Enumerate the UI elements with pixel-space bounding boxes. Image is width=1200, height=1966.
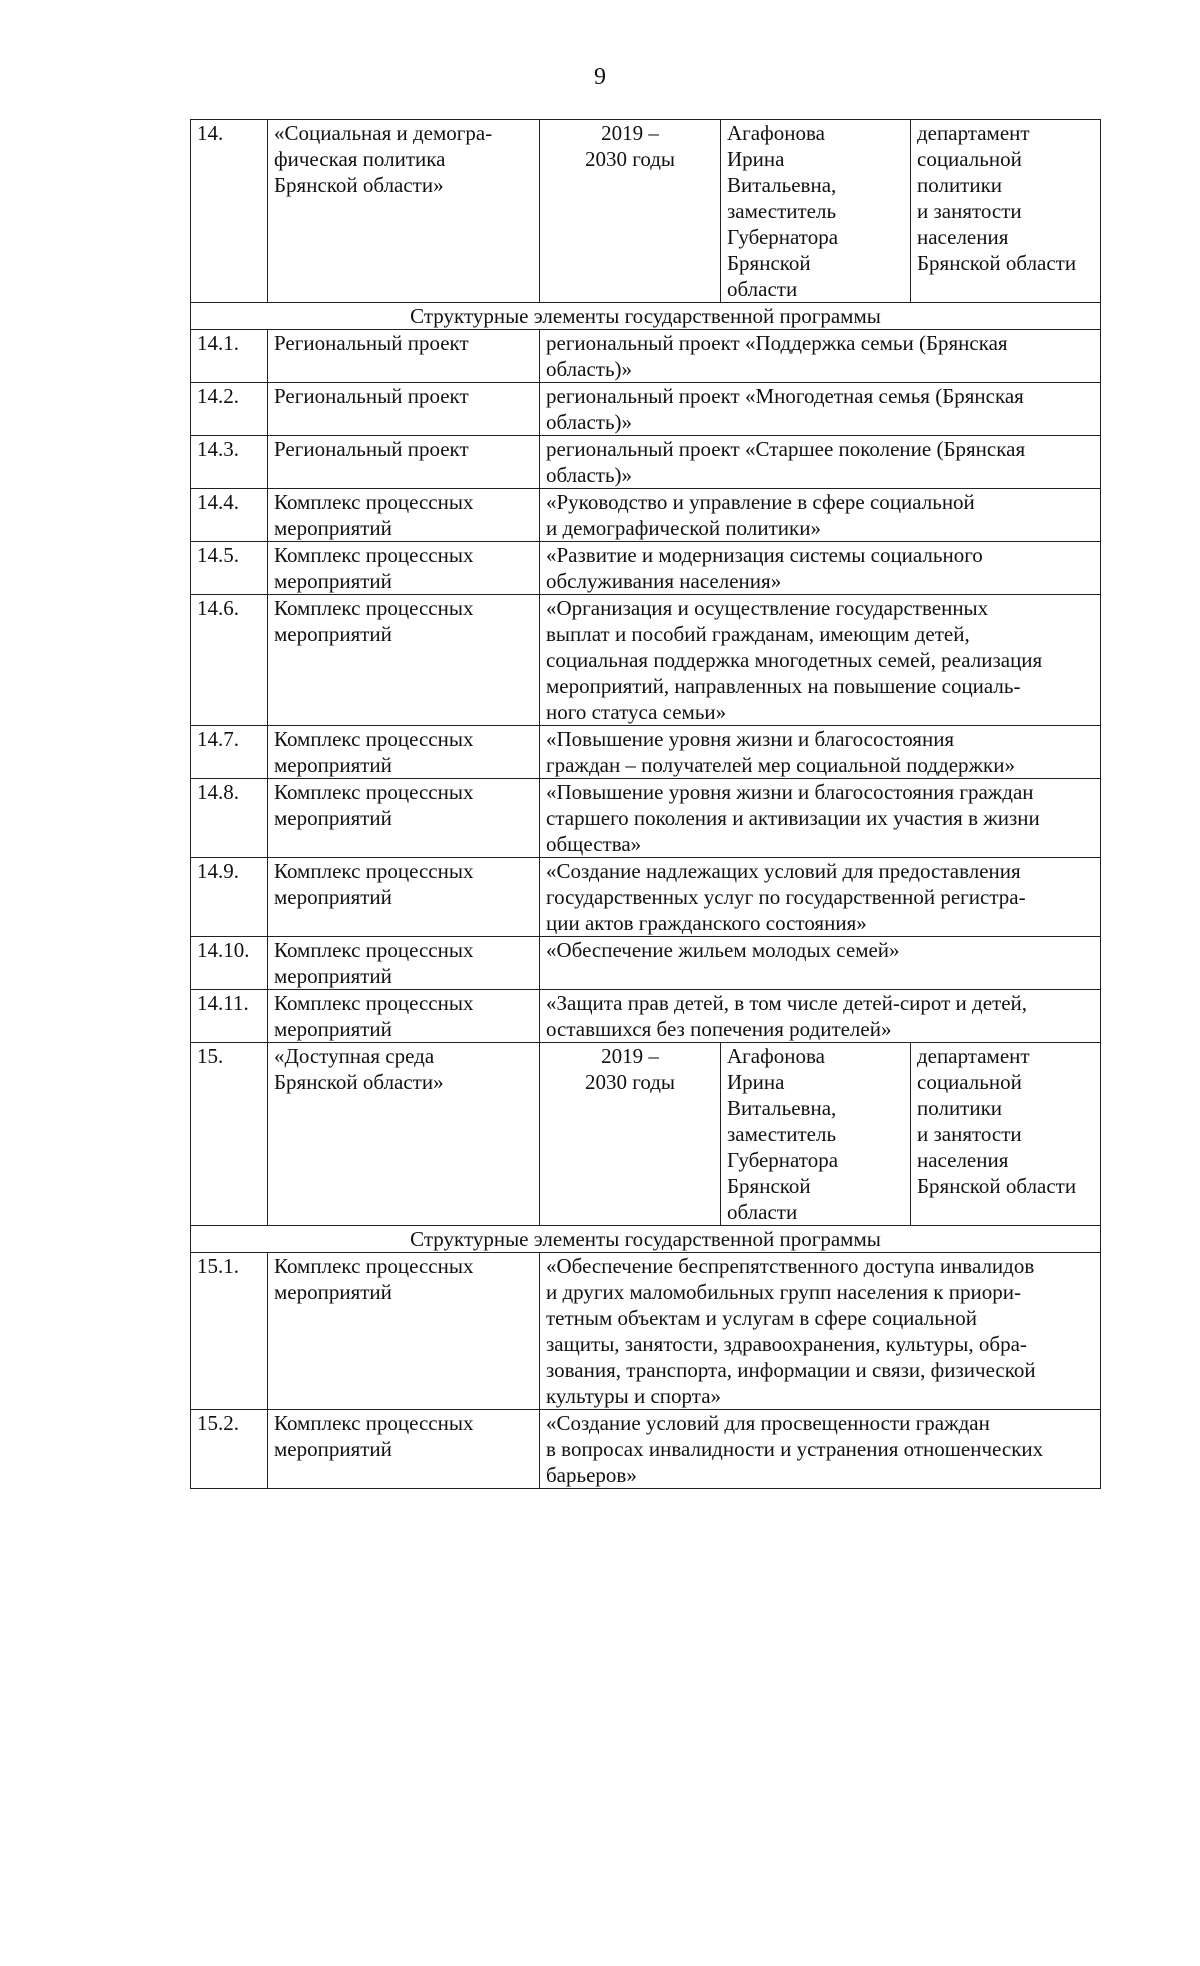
- element-name: «Повышение уровня жизни и благосостояния граждан старшего поколения и активизации их участия в жизни общества»: [540, 779, 1101, 858]
- element-number: 14.11.: [191, 990, 268, 1043]
- element-type: Региональный проект: [268, 436, 540, 489]
- section-heading: Структурные элементы государственной программы: [191, 1226, 1101, 1253]
- element-type: Региональный проект: [268, 330, 540, 383]
- element-row: [191, 858, 1101, 937]
- program-executor: департамент социальной политики и занятости населения Брянской области: [911, 120, 1101, 303]
- element-name: региональный проект «Многодетная семья (Брянская область)»: [540, 383, 1101, 436]
- program-curator: Агафонова Ирина Витальевна, заместитель Губернатора Брянской области: [721, 1043, 911, 1226]
- element-type: Комплекс процессных мероприятий: [268, 595, 540, 726]
- program-period: 2019 – 2030 годы: [540, 120, 721, 303]
- element-type: Комплекс процессных мероприятий: [268, 937, 540, 990]
- element-number: 15.2.: [191, 1410, 268, 1489]
- element-number: 14.6.: [191, 595, 268, 726]
- program-curator: Агафонова Ирина Витальевна, заместитель Губернатора Брянской области: [721, 120, 911, 303]
- element-name: «Обеспечение жильем молодых семей»: [540, 937, 1101, 990]
- element-number: 14.10.: [191, 937, 268, 990]
- element-type: Комплекс процессных мероприятий: [268, 1410, 540, 1489]
- page-number: 9: [594, 64, 606, 90]
- element-type: Региональный проект: [268, 383, 540, 436]
- element-row: [191, 595, 1101, 726]
- element-name: региональный проект «Поддержка семьи (Брянская область)»: [540, 330, 1101, 383]
- element-number: 14.3.: [191, 436, 268, 489]
- element-type: Комплекс процессных мероприятий: [268, 1253, 540, 1410]
- program-table: [190, 119, 1101, 1489]
- element-row: [191, 383, 1101, 436]
- element-name: «Организация и осуществление государственных выплат и пособий гражданам, имеющим детей, социальная поддержка многодетных семей, реализация мероприятий, направленных на повышение социаль- ного статуса семьи»: [540, 595, 1101, 726]
- section-heading-row: [191, 303, 1101, 330]
- element-row: [191, 436, 1101, 489]
- element-row: [191, 330, 1101, 383]
- element-type: Комплекс процессных мероприятий: [268, 858, 540, 937]
- element-name: «Создание условий для просвещенности граждан в вопросах инвалидности и устранения отношенческих барьеров»: [540, 1410, 1101, 1489]
- element-row: [191, 1410, 1101, 1489]
- element-number: 15.1.: [191, 1253, 268, 1410]
- program-name: «Доступная среда Брянской области»: [268, 1043, 540, 1226]
- element-type: Комплекс процессных мероприятий: [268, 726, 540, 779]
- element-row: [191, 542, 1101, 595]
- element-name: «Защита прав детей, в том числе детей-сирот и детей, оставшихся без попечения родителей»: [540, 990, 1101, 1043]
- element-row: [191, 489, 1101, 542]
- element-number: 14.5.: [191, 542, 268, 595]
- program-number: 15.: [191, 1043, 268, 1226]
- section-heading: Структурные элементы государственной программы: [191, 303, 1101, 330]
- element-number: 14.4.: [191, 489, 268, 542]
- element-name: региональный проект «Старшее поколение (Брянская область)»: [540, 436, 1101, 489]
- element-type: Комплекс процессных мероприятий: [268, 489, 540, 542]
- element-name: «Создание надлежащих условий для предоставления государственных услуг по государственной регистра- ции актов гражданского состояния»: [540, 858, 1101, 937]
- element-name: «Повышение уровня жизни и благосостояния граждан – получателей мер социальной поддержки»: [540, 726, 1101, 779]
- element-row: [191, 726, 1101, 779]
- element-row: [191, 990, 1101, 1043]
- element-name: «Развитие и модернизация системы социального обслуживания населения»: [540, 542, 1101, 595]
- element-row: [191, 937, 1101, 990]
- element-row: [191, 1253, 1101, 1410]
- program-name: «Социальная и демогра- фическая политика Брянской области»: [268, 120, 540, 303]
- element-name: «Обеспечение беспрепятственного доступа инвалидов и других маломобильных групп населения к приори- тетным объектам и услугам в сфере социальной защиты, занятости, здравоохранения, культуры, обра- зования, транспорта, информации и связи, физической культуры и спорта»: [540, 1253, 1101, 1410]
- program-number: 14.: [191, 120, 268, 303]
- section-heading-row: [191, 1226, 1101, 1253]
- element-type: Комплекс процессных мероприятий: [268, 542, 540, 595]
- element-number: 14.2.: [191, 383, 268, 436]
- program-row-15: [191, 1043, 1101, 1226]
- element-number: 14.9.: [191, 858, 268, 937]
- element-type: Комплекс процессных мероприятий: [268, 990, 540, 1043]
- program-row-14: [191, 120, 1101, 303]
- element-number: 14.8.: [191, 779, 268, 858]
- element-number: 14.7.: [191, 726, 268, 779]
- element-name: «Руководство и управление в сфере социальной и демографической политики»: [540, 489, 1101, 542]
- program-period: 2019 – 2030 годы: [540, 1043, 721, 1226]
- element-number: 14.1.: [191, 330, 268, 383]
- element-type: Комплекс процессных мероприятий: [268, 779, 540, 858]
- element-row: [191, 779, 1101, 858]
- program-executor: департамент социальной политики и занятости населения Брянской области: [911, 1043, 1101, 1226]
